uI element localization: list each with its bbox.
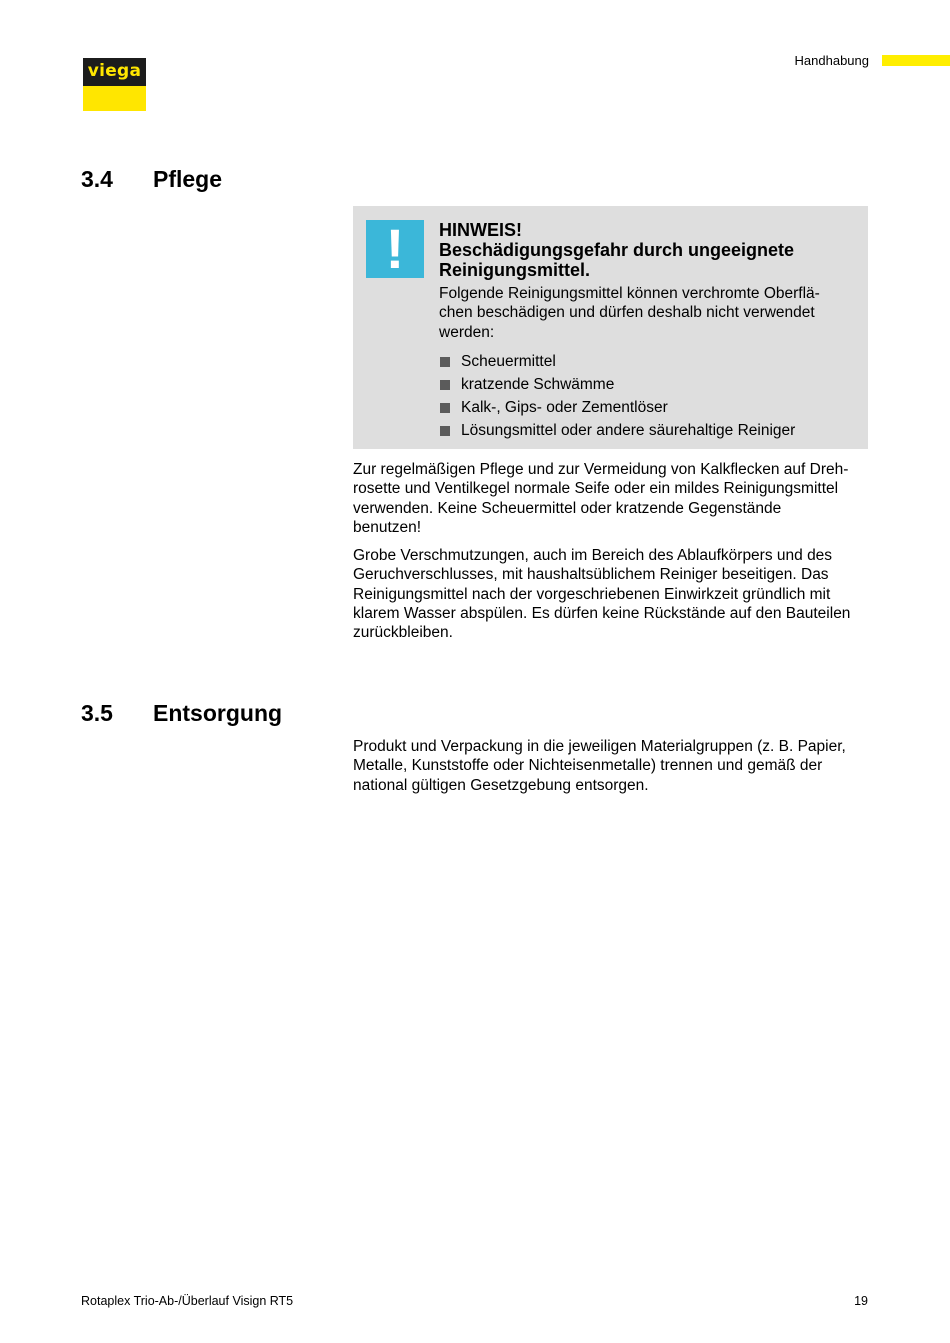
notice-text-line: werden: <box>439 323 495 341</box>
care-paragraph-1 <box>353 460 869 537</box>
notice-title: HINWEIS! <box>439 220 522 240</box>
logo-wordmark: viega <box>83 58 146 86</box>
notice-text <box>439 284 844 342</box>
paragraph-line: verwenden. Keine Scheuermittel oder kratzende Gegenstände <box>353 499 782 517</box>
disposal-paragraph <box>353 737 869 795</box>
paragraph-line: rosette und Ventilkegel normale Seife oder ein mildes Reinigungsmittel <box>353 480 839 498</box>
list-item <box>439 373 844 396</box>
list-item-label: Lösungsmittel oder andere säurehaltige Reiniger <box>461 421 796 439</box>
list-item-label: kratzende Schwämme <box>461 375 615 393</box>
notice-subtitle-line-1: Beschädigungsgefahr durch ungeeignete <box>439 240 795 260</box>
section-number-disposal: 3.5 <box>81 700 113 726</box>
notice-text-line: chen beschädigen und dürfen deshalb nicht verwendet <box>439 304 815 322</box>
chapter-label: Handhabung <box>794 53 869 68</box>
logo-yellow-block <box>83 86 146 111</box>
square-bullet-icon <box>440 357 450 367</box>
paragraph-line: klarem Wasser abspülen. Es dürfen keine Rückstände auf den Bauteilen <box>353 604 851 622</box>
footer-product-name: Rotaplex Trio-Ab-/Überlauf Visign RT5 <box>81 1294 294 1308</box>
list-item-label: Scheuermittel <box>461 352 556 370</box>
paragraph-line: national gültigen Gesetzgebung entsorgen. <box>353 776 649 794</box>
care-paragraph-2 <box>353 546 869 642</box>
paragraph-line: Zur regelmäßigen Pflege und zur Vermeidung von Kalkflecken auf Dreh- <box>353 461 849 478</box>
notice-subtitle-line-2: Reinigungsmittel. <box>439 260 591 280</box>
list-item-label: Kalk-, Gips- oder Zementlöser <box>461 398 668 416</box>
paragraph-line: benutzen! <box>353 518 422 536</box>
section-title-care: Pflege <box>153 166 223 192</box>
square-bullet-icon <box>440 403 450 413</box>
paragraph-line: zurückbleiben. <box>353 624 453 642</box>
paragraph-line: Grobe Verschmutzungen, auch im Bereich des Ablaufkörpers und des <box>353 547 833 564</box>
chapter-marker-bar <box>882 55 950 66</box>
paragraph-line: Produkt und Verpackung in die jeweiligen Materialgruppen (z. B. Papier, <box>353 738 846 755</box>
prohibited-cleaners-list <box>439 350 844 442</box>
notice-content <box>439 220 844 442</box>
notice-box <box>353 206 868 449</box>
paragraph-line: Metalle, Kunststoffe oder Nichteisenmetalle) trennen und gemäß der <box>353 757 823 775</box>
square-bullet-icon <box>440 426 450 436</box>
paragraph-line: Geruchverschlusses, mit haushaltsüblichem Reiniger beseitigen. Das <box>353 566 829 584</box>
list-item <box>439 419 844 442</box>
list-item <box>439 350 844 373</box>
list-item <box>439 396 844 419</box>
section-number-care: 3.4 <box>81 166 113 192</box>
notice-text-line: Folgende Reinigungsmittel können verchromte Oberflä- <box>439 285 820 302</box>
viega-logo <box>83 58 146 111</box>
section-title-disposal: Entsorgung <box>153 700 283 726</box>
footer-page-number: 19 <box>854 1294 868 1308</box>
square-bullet-icon <box>440 380 450 390</box>
paragraph-line: Reinigungsmittel nach der vorgeschriebenen Einwirkzeit gründlich mit <box>353 585 831 603</box>
exclamation-icon: ! <box>366 220 424 278</box>
